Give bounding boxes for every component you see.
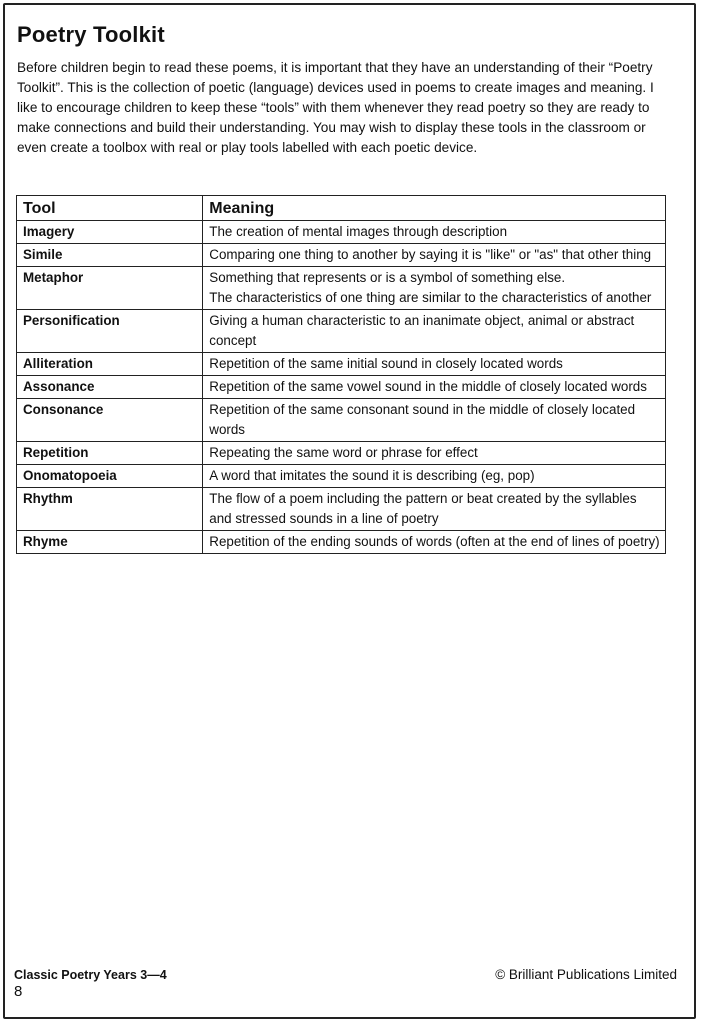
footer-book-title: Classic Poetry Years 3—4 [14, 968, 167, 982]
tool-meaning [203, 442, 666, 465]
tool-name: Simile [17, 244, 203, 267]
meaning-line: The creation of mental images through description [209, 224, 508, 239]
meaning-line: Repetition of the same vowel sound in the middle of closely located words [209, 379, 647, 394]
tool-meaning [203, 465, 666, 488]
table-row [17, 221, 666, 244]
tool-name: Alliteration [17, 353, 203, 376]
meaning-line: Repetition of the ending sounds of words (often at the end of lines of poetry) [209, 534, 660, 549]
table-row [17, 244, 666, 267]
table-body [17, 221, 666, 554]
tool-meaning [203, 310, 666, 353]
table-row [17, 353, 666, 376]
intro-paragraph: Before children begin to read these poems, it is important that they have an understanding of their “Poetry Toolkit”. This is the collection of poetic (language) devices used in poems to create images and meaning. I like to encourage children to keep these “tools” with them whenever they read poetry so they are ready to make connections and build their understanding. You may wish to display these tools in the classroom or even create a toolbox with real or play tools labelled with each poetic device. [17, 60, 654, 155]
tool-name: Assonance [17, 376, 203, 399]
poetry-toolkit-table [16, 195, 666, 554]
tool-meaning [203, 376, 666, 399]
footer-publisher: © Brilliant Publications Limited [495, 967, 677, 982]
table-row [17, 399, 666, 442]
tool-name: Metaphor [17, 267, 203, 310]
tool-name: Repetition [17, 442, 203, 465]
tool-meaning [203, 399, 666, 442]
tool-name: Rhyme [17, 531, 203, 554]
tool-name: Onomatopoeia [17, 465, 203, 488]
tool-name: Consonance [17, 399, 203, 442]
tool-name: Rhythm [17, 488, 203, 531]
tool-meaning [203, 244, 666, 267]
table-row [17, 531, 666, 554]
table-row [17, 310, 666, 353]
table-row [17, 376, 666, 399]
tool-name: Imagery [17, 221, 203, 244]
table-header-row [17, 196, 666, 221]
meaning-line: The flow of a poem including the pattern or beat created by the syllables and stressed sounds in a line of poetry [209, 491, 637, 526]
page-number: 8 [14, 983, 23, 1000]
meaning-line: Giving a human characteristic to an inanimate object, animal or abstract concept [209, 313, 635, 348]
page-title: Poetry Toolkit [17, 22, 165, 47]
table-row [17, 488, 666, 531]
header-tool: Tool [17, 196, 203, 221]
table-row [17, 442, 666, 465]
meaning-line: Repetition of the same consonant sound in the middle of closely located words [209, 402, 636, 437]
table-row [17, 267, 666, 310]
meaning-line: Repetition of the same initial sound in closely located words [209, 356, 563, 371]
tool-name: Personification [17, 310, 203, 353]
meaning-line: Something that represents or is a symbol of something else. [209, 270, 566, 285]
meaning-line: A word that imitates the sound it is describing (eg, pop) [209, 468, 535, 483]
tool-meaning [203, 221, 666, 244]
header-meaning: Meaning [203, 196, 666, 221]
meaning-line: The characteristics of one thing are similar to the characteristics of another [209, 290, 652, 305]
tool-meaning [203, 353, 666, 376]
table-row [17, 465, 666, 488]
meaning-line: Comparing one thing to another by saying it is "like" or "as" that other thing [209, 247, 652, 262]
meaning-line: Repeating the same word or phrase for effect [209, 445, 478, 460]
tool-meaning [203, 267, 666, 310]
tool-meaning [203, 531, 666, 554]
tool-meaning [203, 488, 666, 531]
